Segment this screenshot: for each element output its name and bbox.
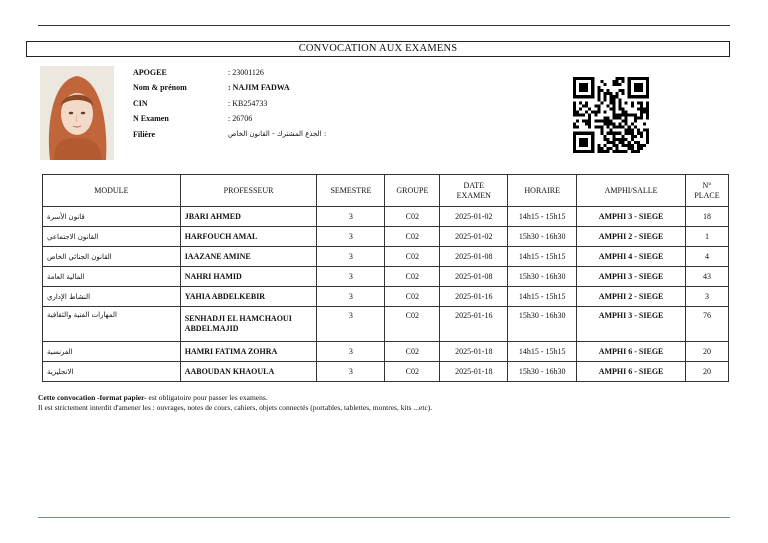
top-divider [38,25,730,26]
header-date-line2: EXAMEN [456,190,491,200]
module-cell: المهارات الفنية والثقافية [43,307,181,342]
seat-cell: 20 [685,362,728,382]
name-value: : NAJIM FADWA [228,83,290,93]
group-cell: C02 [385,307,440,342]
apogee-value: : 23001126 [228,68,264,77]
header-place-line1: N° [702,180,712,190]
module-cell: الفرنسية [43,342,181,362]
table-row [43,207,729,227]
semester-cell: 3 [317,342,385,362]
time-cell: 14h15 - 15h15 [508,342,577,362]
professor-cell: JBARI AHMED [180,207,317,227]
exam-table [42,174,729,382]
apogee-label: APOGEE [133,68,167,77]
seat-cell: 76 [685,307,728,342]
filiere-value: : الجذع المشترك - القانون الخاص [228,129,327,138]
room-cell: AMPHI 6 - SIEGE [577,342,686,362]
module-cell: الانجليزية [43,362,181,382]
date-cell: 2025-01-16 [440,287,508,307]
room-cell: AMPHI 3 - SIEGE [577,207,686,227]
table-row [43,227,729,247]
professor-cell: NAHRI HAMID [180,267,317,287]
bottom-divider [38,517,730,518]
module-cell: المالية العامة [43,267,181,287]
header-semestre: SEMESTRE [317,175,385,207]
professor-cell: SENHADJI EL HAMCHAOUI ABDELMAJID [180,307,317,342]
date-cell: 2025-01-08 [440,267,508,287]
group-cell: C02 [385,287,440,307]
room-cell: AMPHI 4 - SIEGE [577,247,686,267]
seat-cell: 1 [685,227,728,247]
header-groupe: GROUPE [385,175,440,207]
semester-cell: 3 [317,362,385,382]
header-professeur: PROFESSEUR [180,175,317,207]
name-label: Nom & prénom [133,83,187,93]
module-cell: القانون الاجتماعي [43,227,181,247]
cin-value: : KB254733 [228,98,268,108]
semester-cell: 3 [317,267,385,287]
notes-line1-end: est obligatoire pour passer les examens. [146,393,268,402]
cin-label: CIN [133,98,148,108]
room-cell: AMPHI 3 - SIEGE [577,267,686,287]
table-row [43,307,729,342]
semester-cell: 3 [317,227,385,247]
module-cell: قانون الأسرة [43,207,181,227]
room-cell: AMPHI 2 - SIEGE [577,287,686,307]
seat-cell: 4 [685,247,728,267]
filiere-label: Filière [133,129,156,139]
table-row [43,287,729,307]
date-cell: 2025-01-02 [440,227,508,247]
semester-cell: 3 [317,247,385,267]
room-cell: AMPHI 6 - SIEGE [577,362,686,382]
header-amphi: AMPHI/SALLE [577,175,686,207]
time-cell: 15h30 - 16h30 [508,307,577,342]
group-cell: C02 [385,267,440,287]
professor-cell: IAAZANE AMINE [180,247,317,267]
module-cell: النشاط الإداري [43,287,181,307]
header-horaire: HORAIRE [508,175,577,207]
professor-cell: YAHIA ABDELKEBIR [180,287,317,307]
table-row [43,362,729,382]
time-cell: 15h30 - 16h30 [508,267,577,287]
student-photo-image [40,66,114,160]
semester-cell: 3 [317,307,385,342]
time-cell: 15h30 - 16h30 [508,227,577,247]
header-module: MODULE [43,175,181,207]
room-cell: AMPHI 3 - SIEGE [577,307,686,342]
exam-notes [38,393,432,413]
table-row [43,342,729,362]
group-cell: C02 [385,362,440,382]
semester-cell: 3 [317,287,385,307]
seat-cell: 43 [685,267,728,287]
notes-format-paper: -format papier- [97,393,147,402]
date-cell: 2025-01-18 [440,342,508,362]
table-row [43,267,729,287]
group-cell: C02 [385,247,440,267]
date-cell: 2025-01-16 [440,307,508,342]
notes-line1-start: Cette convocation [38,393,98,402]
header-date [440,175,508,207]
group-cell: C02 [385,342,440,362]
qr-code-graphic [573,77,649,153]
group-cell: C02 [385,207,440,227]
time-cell: 14h15 - 15h15 [508,247,577,267]
notes-line-2: Il est strictement interdit d'amener les : ouvrages, notes de cours, cahiers, objets connectés (portables, tablettes, montres, kits ...etc). [38,403,433,412]
header-place-line2: PLACE [694,190,720,200]
table-header-row [43,175,729,207]
date-cell: 2025-01-18 [440,362,508,382]
student-photo [40,66,114,160]
page-title: CONVOCATION AUX EXAMENS [26,41,730,57]
notes-line-1 [38,393,432,403]
professor-cell: HAMRI FATIMA ZOHRA [180,342,317,362]
date-cell: 2025-01-08 [440,247,508,267]
exam-number-value: : 26706 [228,114,253,124]
semester-cell: 3 [317,207,385,227]
seat-cell: 3 [685,287,728,307]
exam-number-label: N Examen [133,114,169,124]
header-date-line1: DATE [463,180,484,190]
room-cell: AMPHI 2 - SIEGE [577,227,686,247]
header-place [685,175,728,207]
table-row [43,247,729,267]
professor-cell: HARFOUCH AMAL [180,227,317,247]
group-cell: C02 [385,227,440,247]
seat-cell: 20 [685,342,728,362]
qr-code-icon [573,77,649,153]
time-cell: 14h15 - 15h15 [508,207,577,227]
professor-cell: AABOUDAN KHAOULA [180,362,317,382]
module-cell: القانون الجنائي الخاص [43,247,181,267]
time-cell: 14h15 - 15h15 [508,287,577,307]
time-cell: 15h30 - 16h30 [508,362,577,382]
seat-cell: 18 [685,207,728,227]
date-cell: 2025-01-02 [440,207,508,227]
